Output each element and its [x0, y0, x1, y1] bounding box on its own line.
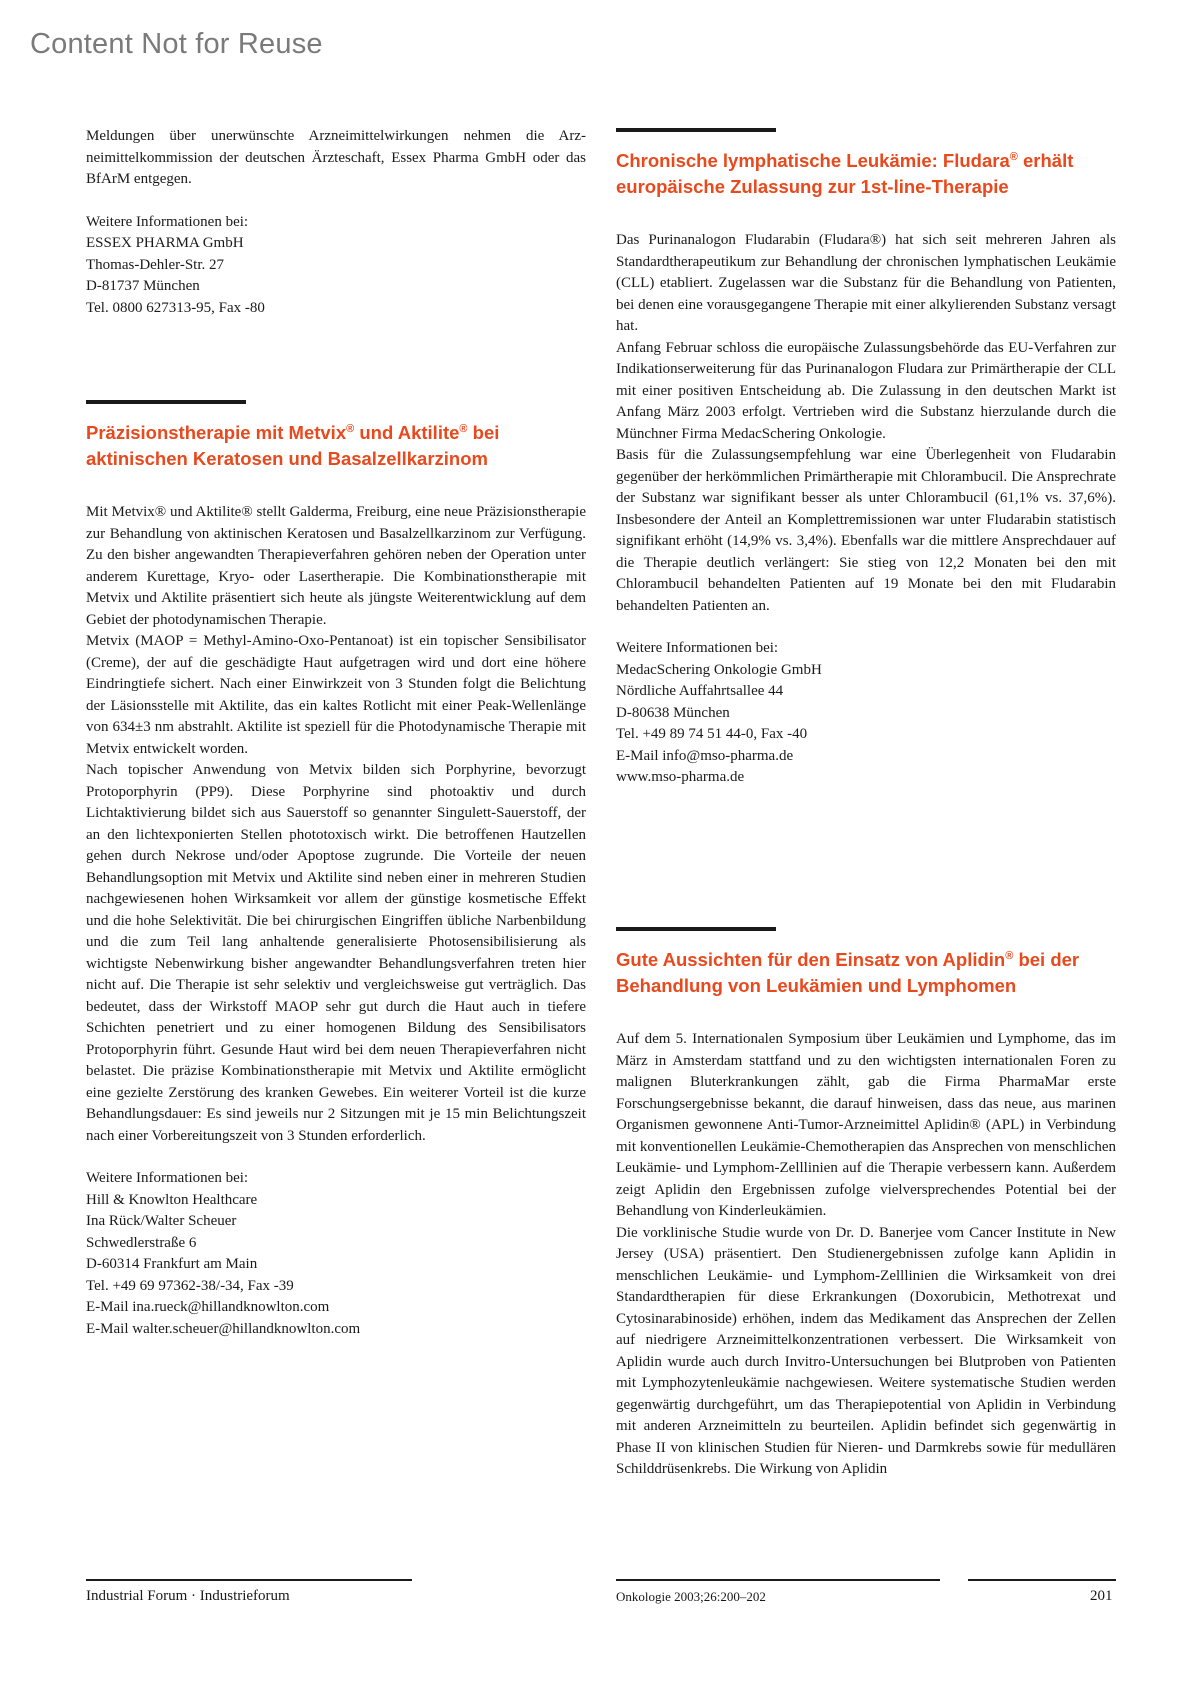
contact-line: Weitere Informationen bei: [86, 1170, 249, 1187]
article-paragraph: Metvix (MAOP = Methyl-Amino-Oxo-Pentanoat) ist ein topischer Sensibilisator (Creme), der auf die geschädigte Haut aufgetragen wird und dort eine höhere Eindringtiefe sichert. Nach einer Einwirkzeit von 3 Stunden folgt die Belichtung der Läsionsstelle mit Aktilite, das ein kaltes Rotlicht mit einer Peak-Wellenlänge von 634±3 nm abstrahlt. Aktilite ist speziell für die Photodynamische Therapie mit Metvix entwickelt worden. [86, 633, 586, 757]
article-fludara [616, 128, 1116, 789]
footer-rule-left [86, 1579, 412, 1581]
article-title: Präzisionstherapie mit Metvix® und Aktilite® bei aktinischen Keratosen und Basalzellkarzinom [86, 422, 500, 470]
contact-line: Tel. +49 89 74 51 44-0, Fax -40 [616, 726, 808, 743]
section-rule [86, 400, 246, 404]
contact-medacschering [616, 638, 1116, 789]
contact-line: Weitere Informationen bei: [86, 213, 249, 230]
article-paragraph: Anfang Februar schloss die europäische Zulassungsbehörde das EU-Verfahren zur Indikationserweiterung für das Purinanalogon Fludara zur Primärtherapie der CLL mit einer positiven Entscheidung ab. Die Zulassung in den deutschen Markt ist Anfang März 2003 erfolgt. Vertrieben wird die Substanz hierzulande durch die Münchner Firma MedacSchering Onkologie. [616, 339, 1116, 442]
footer-citation: Onkologie 2003;26:200–202 [616, 1589, 766, 1604]
contact-hill-knowlton [86, 1168, 586, 1340]
article-aplidin [616, 927, 1116, 1481]
article-paragraph: Das Purinanalogon Fludarabin (Fludara®) hat sich seit mehreren Jahren als Standardtherapeutikum zur Behandlung der chronischen lymphatischen Leukämie (CLL) etabliert. Zugelassen war die Substanz für die Behandlung von Patienten, bei denen eine vorausgegangene Therapie mit einer alkylierenden Substanz versagt hat. [616, 232, 1116, 335]
contact-line: Nördliche Auffahrtsallee 44 [616, 683, 784, 700]
contact-line: ESSEX PHARMA GmbH [86, 235, 244, 251]
contact-line: Thomas-Dehler-Str. 27 [86, 256, 225, 273]
contact-line: Tel. 0800 627313-95, Fax -80 [86, 299, 265, 316]
section-rule [616, 128, 776, 132]
contact-line: Schwedlerstraße 6 [86, 1234, 197, 1251]
page-number: 201 [1090, 1588, 1113, 1604]
footer-journal-section: Industrial Forum · Industrieforum [86, 1588, 290, 1604]
contact-line: Hill & Knowlton Healthcare [86, 1191, 258, 1208]
article-paragraph: Auf dem 5. Internationalen Symposium über Leukämien und Lymphome, das im März in Amsterdam stattfand und zu den wichtigsten internationalen Foren zu malignen Bluterkrankungen zählt, gab die Firma PharmaMar erste Forschungsergebnisse bekannt, die darauf hinweisen, dass das neue, aus marinen Organismen gewonnene Anti-Tumor-Arzneimittel Aplidin® (APL) in Verbindung mit konventionellen Leukämie-Chemotherapien das Ansprechen von menschlichen Leukämie- und Lymphom-Zelllinien auf die Therapie verbessern kann. Außerdem zeigt Aplidin den Ergebnissen zufolge vielversprechendes Potential bei der Behandlung von Kinderleukämien. [616, 1031, 1116, 1220]
contact-line: D-81737 München [86, 278, 200, 294]
article-paragraph: Basis für die Zulassungsempfehlung war eine Überlegenheit von Fludarabin gegenüber der herkömmlichen Primärtherapie mit Chlorambucil. Die Ansprechrate der Substanz war signifikant besser als unter Chlorambucil (61,1% vs. 37,6%). Insbesondere der Anteil an Komplettremissionen war unter Fludarabin statistisch signifikant erhöht (14,9% vs. 3,4%). Ebenfalls war die mittlere Ansprechdauer auf die Therapie deutlich verlängert: Sie stieg von 12,2 Monaten bei den mit Chlorambucil behandelten Patienten auf 19 Monate bei den mit Fludarabin behandelten Patienten an. [616, 447, 1116, 614]
contact-line: Weitere Informationen bei: [616, 640, 779, 657]
article-paragraph: Nach topischer Anwendung von Metvix bilden sich Porphyrine, bevorzugt Protoporphyrin (PP9). Diese Porphyrine sind photoaktiv und durch Lichtaktivierung bildet sich aus Sauerstoff so genannter Singulett-Sauerstoff, der an den lichtexponierten Stellen phototoxisch wirkt. Die betroffenen Hautzellen gehen durch Nekrose und/oder Apoptose zugrunde. Die Vorteile der neuen Behandlungsoption mit Metvix und Aktilite sind neben einer in mehreren Studien nachgewiesenen hohen Wirksamkeit vor allem der günstige kosmetische Effekt und die hohe Selektivität. Die bei chirurgischen Eingriffen übliche Narbenbildung und die zum Teil lang anhaltende generalisierte Photosensibilisierung als wichtigste Nebenwirkung bisher angewandter Behandlungsverfahren treten hier nicht auf. Die Therapie ist sehr selektiv und vergleichsweise gut verträglich. Das bedeutet, dass der Wirkstoff MAOP sehr gut durch die Haut auch in tiefere Schichten penetriert und zu einer homogenen Bildung des Sensibilisators Protoporphyrin führt. Gesunde Haut wird bei dem neuen Therapieverfahren nicht belastet. Die präzise Kombinationstherapie mit Metvix und Aktilite ermöglicht eine gezielte Zerstörung des kranken Gewebes. Ein weiterer Vorteil ist die kurze Behandlungsdauer: Es sind jeweils nur 2 Sitzungen mit je 15 min Belichtungszeit nach einer Vorbereitungszeit von 3 Stunden erforderlich. [86, 762, 586, 1144]
article-paragraph: Mit Metvix® und Aktilite® stellt Galderma, Freiburg, eine neue Präzisionstherapie zur Behandlung von aktinischen Keratosen und Basalzellkarzinom zur Verfügung. Zu den bisher angewandten Therapieverfahren gehören neben der Operation unter anderem Kurettage, Kryo- oder Lasertherapie. Die Kombinationstherapie mit Metvix und Aktilite präsentiert sich heute als jüngste Weiterentwicklung auf dem Gebiet der photodynamischen Therapie. [86, 504, 586, 628]
contact-line: D-80638 München [616, 704, 730, 721]
contact-line: Ina Rück/Walter Scheuer [86, 1213, 237, 1230]
contact-line: www.mso-pharma.de [616, 769, 745, 786]
watermark: Content Not for Reuse [30, 28, 323, 60]
article-metvix [86, 400, 586, 1340]
left-column [86, 126, 586, 319]
section-rule [616, 927, 776, 931]
footer-rule-right [968, 1579, 1116, 1581]
footer-rule-mid [616, 1579, 940, 1581]
article-title: Chronische lymphatische Leukämie: Fludara® erhält europäische Zulassung zur 1st-line-Therapie [616, 150, 1074, 198]
article-paragraph: Die vorklinische Studie wurde von Dr. D. Banerjee vom Cancer Institute in New Jersey (USA) präsentiert. Den Studienergebnissen zufolge kann Aplidin in menschlichen Leukämie- und Lymphom-Zelllinien die Wirksamkeit von drei Standardtherapien für diese Erkrankungen (Doxorubicin, Methotrexat und Cytosinarabinoside) erhöhen, indem das Medikament das Ansprechen der Zellen auf niedrigere Arzneimittelkonzentrationen verbessert. Die Wirksamkeit von Aplidin wurde auch durch Invitro-Untersuchungen bei Blutproben von Patienten mit Lymphozytenleukämie nachgewiesen. Weitere systematische Studien werden gegenwärtig durchgeführt, um das Therapiepotential von Aplidin in Verbindung mit anderen Arzneimitteln zu beurteilen. Aplidin befindet sich gegenwärtig in Phase II von klinischen Studien für Nieren- und Darmkrebs sowie für medullären Schilddrüsenkrebs. Die Wirkung von Aplidin [616, 1224, 1116, 1478]
contact-line: D-60314 Frankfurt am Main [86, 1256, 258, 1273]
contact-line: Tel. +49 69 97362-38/-34, Fax -39 [86, 1277, 294, 1294]
contact-line: E-Mail info@mso-pharma.de [616, 747, 794, 764]
contact-line: E-Mail walter.scheuer@hillandknowlton.com [86, 1320, 361, 1337]
intro-paragraph: Meldungen über unerwünschte Arzneimittelwirkungen nehmen die Arzneimittelkommission der deutschen Ärzteschaft, Essex Pharma GmbH oder das BfArM entgegen. [86, 128, 586, 187]
article-title: Gute Aussichten für den Einsatz von Aplidin® bei der Behandlung von Leukämien und Lymphomen [616, 949, 1080, 997]
contact-line: E-Mail ina.rueck@hillandknowlton.com [86, 1299, 330, 1316]
contact-essex [86, 212, 586, 320]
contact-line: MedacSchering Onkologie GmbH [616, 661, 822, 678]
